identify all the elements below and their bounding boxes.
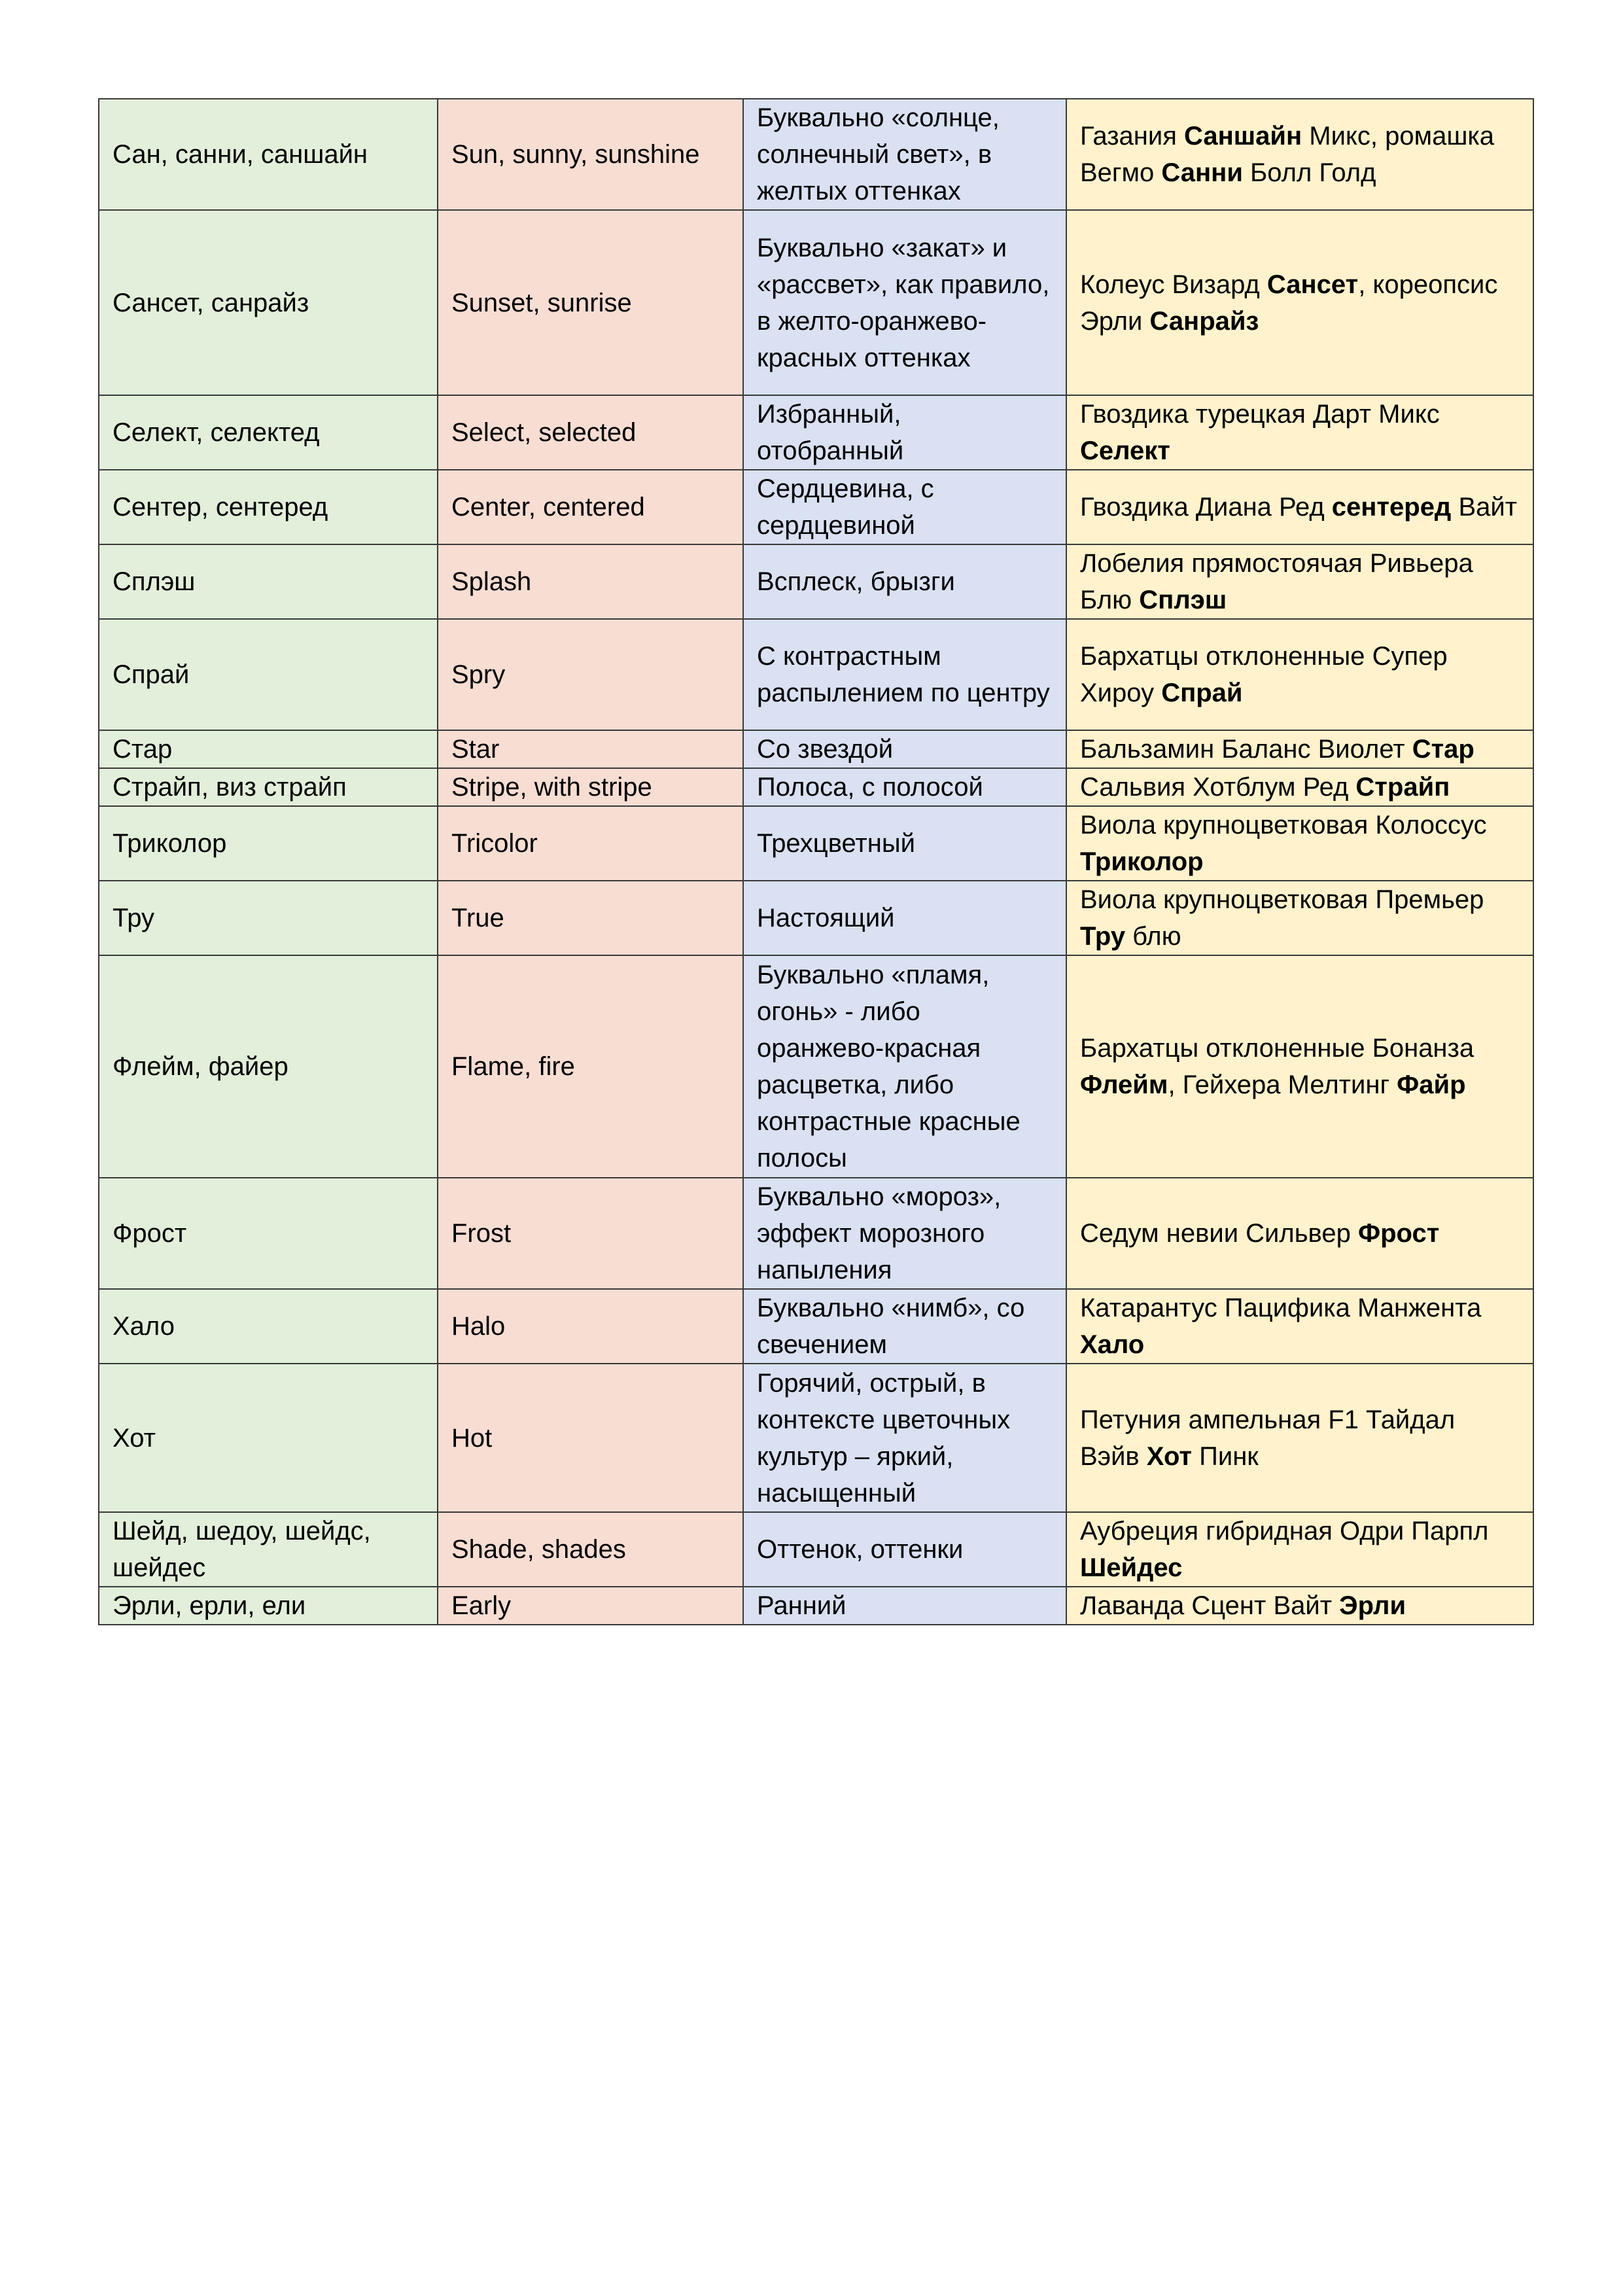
term-russian-cell: Эрли, ерли, ели	[99, 1587, 438, 1625]
term-english-cell: Star	[438, 730, 743, 768]
term-russian-cell: Страйп, виз страйп	[99, 768, 438, 806]
table-row	[99, 395, 1533, 470]
term-english-cell: Frost	[438, 1178, 743, 1289]
term-english-cell: Sunset, sunrise	[438, 210, 743, 395]
term-example-cell: Гвоздика Диана Ред сентеред Вайт	[1066, 470, 1533, 544]
term-meaning-cell: Буквально «мороз», эффект морозного напыления	[743, 1178, 1066, 1289]
table-row	[99, 1587, 1533, 1625]
term-english-cell: Early	[438, 1587, 743, 1625]
variety-term-highlight: Файр	[1397, 1070, 1466, 1099]
terms-table	[98, 98, 1534, 1625]
variety-term-highlight: Флейм	[1080, 1070, 1168, 1099]
term-example-cell: Аубреция гибридная Одри Парпл Шейдес	[1066, 1512, 1533, 1587]
variety-term-highlight: Триколор	[1080, 847, 1204, 876]
term-russian-cell: Фрост	[99, 1178, 438, 1289]
term-russian-cell: Хало	[99, 1289, 438, 1364]
term-meaning-cell: Оттенок, оттенки	[743, 1512, 1066, 1587]
term-example-cell: Лобелия прямостоячая Ривьера Блю Сплэш	[1066, 544, 1533, 619]
table-row	[99, 470, 1533, 544]
term-example-cell: Бархатцы отклоненные Бонанза Флейм, Гейхера Мелтинг Файр	[1066, 955, 1533, 1178]
table-row	[99, 768, 1533, 806]
term-russian-cell: Тру	[99, 881, 438, 955]
term-russian-cell: Сансет, санрайз	[99, 210, 438, 395]
term-english-cell: Shade, shades	[438, 1512, 743, 1587]
term-english-cell: Select, selected	[438, 395, 743, 470]
term-english-cell: Flame, fire	[438, 955, 743, 1178]
term-meaning-cell: Сердцевина, с сердцевиной	[743, 470, 1066, 544]
variety-term-highlight: Санни	[1161, 158, 1243, 187]
term-russian-cell: Триколор	[99, 806, 438, 881]
term-example-cell: Виола крупноцветковая Колоссус Триколор	[1066, 806, 1533, 881]
table-row	[99, 881, 1533, 955]
variety-term-highlight: Саншайн	[1184, 122, 1302, 150]
variety-term-highlight: Эрли	[1339, 1591, 1406, 1620]
term-meaning-cell: Полоса, с полосой	[743, 768, 1066, 806]
term-example-cell: Сальвия Хотблум Ред Страйп	[1066, 768, 1533, 806]
term-example-cell: Виола крупноцветковая Премьер Тру блю	[1066, 881, 1533, 955]
term-english-cell: Tricolor	[438, 806, 743, 881]
term-russian-cell: Хот	[99, 1364, 438, 1512]
term-meaning-cell: С контрастным распылением по центру	[743, 619, 1066, 730]
table-row	[99, 730, 1533, 768]
term-english-cell: True	[438, 881, 743, 955]
variety-term-highlight: Сансет	[1266, 270, 1359, 299]
term-english-cell: Stripe, with stripe	[438, 768, 743, 806]
term-russian-cell: Сан, санни, саншайн	[99, 99, 438, 210]
term-russian-cell: Шейд, шедоу, шейдс, шейдес	[99, 1512, 438, 1587]
term-meaning-cell: Буквально «закат» и «рассвет», как правило, в желто-оранжево-красных оттенках	[743, 210, 1066, 395]
term-english-cell: Spry	[438, 619, 743, 730]
table-row	[99, 1512, 1533, 1587]
term-meaning-cell: Трехцветный	[743, 806, 1066, 881]
term-example-cell: Бархатцы отклоненные Супер Хироу Спрай	[1066, 619, 1533, 730]
variety-term-highlight: Санрайз	[1149, 306, 1259, 336]
variety-term-highlight: Сплэш	[1139, 586, 1227, 614]
variety-term-highlight: Хало	[1080, 1330, 1145, 1359]
term-russian-cell: Стар	[99, 730, 438, 768]
term-english-cell: Splash	[438, 544, 743, 619]
term-russian-cell: Флейм, файер	[99, 955, 438, 1178]
table-row	[99, 210, 1533, 395]
variety-term-highlight: Спрай	[1161, 679, 1243, 707]
variety-term-highlight: сентеред	[1331, 493, 1452, 521]
term-example-cell: Лаванда Сцент Вайт Эрли	[1066, 1587, 1533, 1625]
term-example-cell: Бальзамин Баланс Виолет Стар	[1066, 730, 1533, 768]
term-meaning-cell: Всплеск, брызги	[743, 544, 1066, 619]
term-russian-cell: Селект, селектед	[99, 395, 438, 470]
term-meaning-cell: Ранний	[743, 1587, 1066, 1625]
term-russian-cell: Сентер, сентеред	[99, 470, 438, 544]
table-row	[99, 806, 1533, 881]
term-meaning-cell: Буквально «солнце, солнечный свет», в желтых оттенках	[743, 99, 1066, 210]
variety-term-highlight: Стар	[1412, 735, 1475, 764]
term-example-cell: Колеус Визард Сансет, кореопсис Эрли Санрайз	[1066, 210, 1533, 395]
variety-term-highlight: Фрост	[1357, 1219, 1440, 1248]
variety-term-highlight: Селект	[1080, 436, 1170, 465]
table-row	[99, 955, 1533, 1178]
term-english-cell: Halo	[438, 1289, 743, 1364]
term-english-cell: Center, centered	[438, 470, 743, 544]
term-meaning-cell: Буквально «нимб», со свечением	[743, 1289, 1066, 1364]
term-meaning-cell: Избранный, отобранный	[743, 395, 1066, 470]
variety-term-highlight: Тру	[1080, 922, 1126, 951]
term-example-cell: Петуния ампельная F1 Тайдал Вэйв Хот Пинк	[1066, 1364, 1533, 1512]
table-row	[99, 544, 1533, 619]
table-row	[99, 1178, 1533, 1289]
term-example-cell: Седум невии Сильвер Фрост	[1066, 1178, 1533, 1289]
table-row	[99, 1289, 1533, 1364]
term-meaning-cell: Настоящий	[743, 881, 1066, 955]
term-example-cell: Катарантус Пацифика Манжента Хало	[1066, 1289, 1533, 1364]
term-russian-cell: Спрай	[99, 619, 438, 730]
term-russian-cell: Сплэш	[99, 544, 438, 619]
variety-term-highlight: Шейдес	[1080, 1553, 1183, 1582]
table-row	[99, 1364, 1533, 1512]
term-meaning-cell: Со звездой	[743, 730, 1066, 768]
term-example-cell: Газания Саншайн Микс, ромашка Вегмо Санни Болл Голд	[1066, 99, 1533, 210]
term-meaning-cell: Горячий, острый, в контексте цветочных культур – яркий, насыщенный	[743, 1364, 1066, 1512]
term-example-cell: Гвоздика турецкая Дарт Микс Селект	[1066, 395, 1533, 470]
table-row	[99, 99, 1533, 210]
term-english-cell: Hot	[438, 1364, 743, 1512]
variety-term-highlight: Страйп	[1355, 773, 1450, 802]
variety-term-highlight: Хот	[1146, 1441, 1192, 1471]
term-english-cell: Sun, sunny, sunshine	[438, 99, 743, 210]
term-meaning-cell: Буквально «пламя, огонь» - либо оранжево-красная расцветка, либо контрастные красные полосы	[743, 955, 1066, 1178]
terms-table-body	[99, 99, 1533, 1625]
table-row	[99, 619, 1533, 730]
